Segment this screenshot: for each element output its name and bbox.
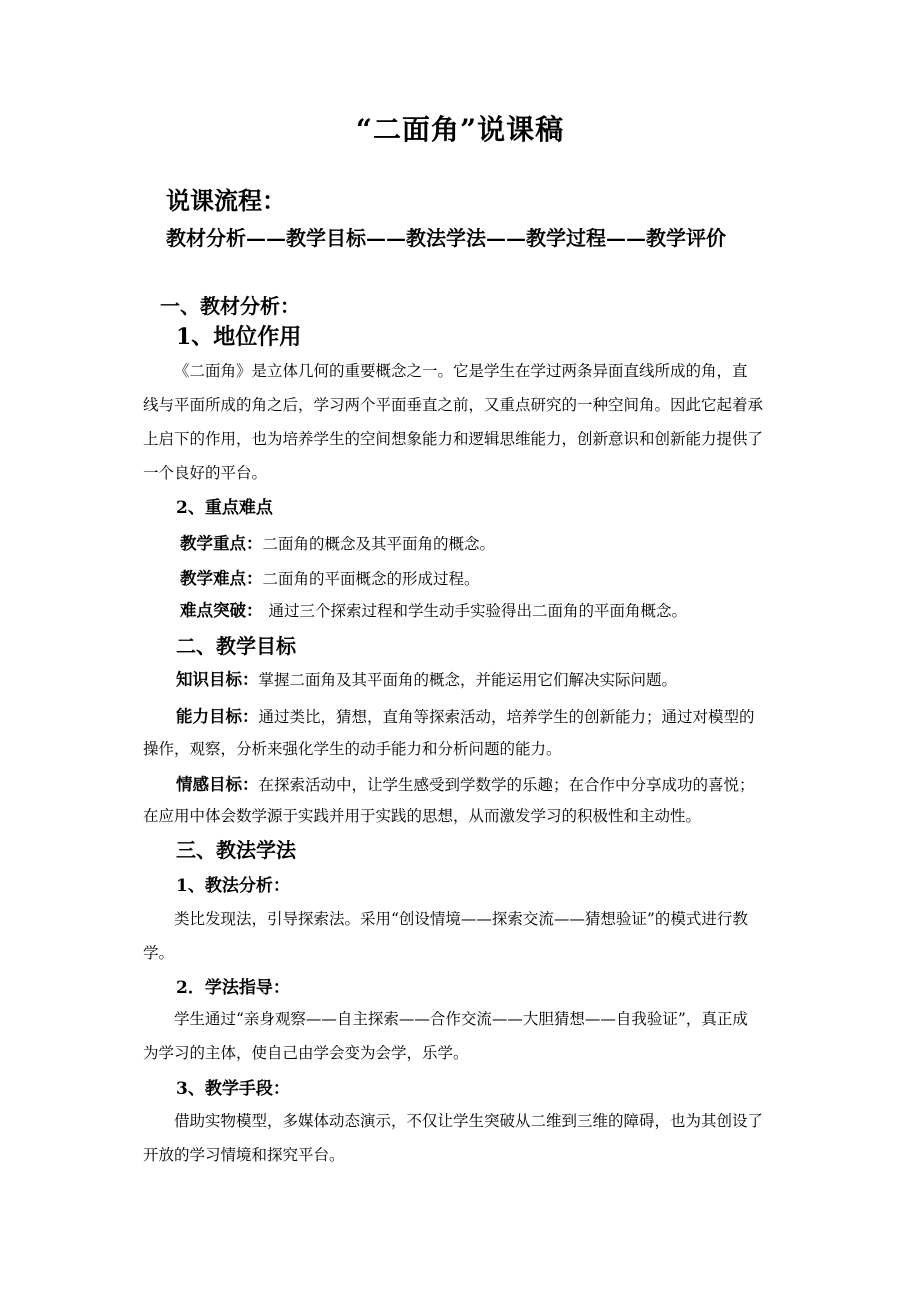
paragraph-line: 学生通过“亲身观察——自主探索——合作交流——大胆猜想——自我验证”，真正成 xyxy=(174,1010,748,1028)
goal-label: 情感目标： xyxy=(176,775,259,794)
paragraph-line: 一个良好的平台。 xyxy=(143,464,268,482)
goal-text: 掌握二面角及其平面角的概念，并能运用它们解决实际问题。 xyxy=(258,671,678,689)
flow-line: 教材分析——教学目标——教法学法——教学过程——教学评价 xyxy=(166,226,726,250)
item-label: 教学难点： xyxy=(180,569,263,588)
section1-sub2-heading: 2、重点难点 xyxy=(176,498,273,518)
section1-sub1-paragraph xyxy=(143,354,783,490)
section1-heading: 一、教材分析： xyxy=(160,294,300,318)
section1-sub1-heading: 1、地位作用 xyxy=(176,324,302,350)
flow-heading: 说课流程： xyxy=(166,186,286,215)
paragraph-line: 上启下的作用，也为培养学生的空间想象能力和逻辑思维能力，创新意识和创新能力提供了 xyxy=(143,430,764,448)
paragraph-line: 借助实物模型，多媒体动态演示，不仅让学生突破从二维到三维的障碍，也为其创设了 xyxy=(174,1112,764,1130)
section3-heading: 三、教法学法 xyxy=(176,838,296,862)
paragraph-line: 线与平面所成的角之后，学习两个平面垂直之前，又重点研究的一种空间角。因此它起着承 xyxy=(143,396,764,414)
ability-goal xyxy=(176,703,755,727)
paragraph-line: 为学习的主体，使自己由学会变为会学，乐学。 xyxy=(143,1044,469,1062)
document-title: “二面角”说课稿 xyxy=(355,113,565,146)
item-text: 通过三个探索过程和学生动手实验得出二面角的平面角概念。 xyxy=(268,602,688,620)
breakthrough-item xyxy=(180,597,687,621)
item-text: 二面角的平面概念的形成过程。 xyxy=(262,570,480,588)
ability-goal-continued: 操作，观察，分析来强化学生的动手能力和分析问题的能力。 xyxy=(143,740,562,758)
section2-heading: 二、教学目标 xyxy=(176,634,296,658)
section3-sub3-paragraph xyxy=(143,1104,783,1172)
goal-label: 知识目标： xyxy=(176,670,259,689)
section3-sub2-paragraph xyxy=(143,1002,783,1070)
knowledge-goal xyxy=(176,666,677,690)
paragraph-line: 学。 xyxy=(143,944,175,962)
section3-sub3-heading: 3、教学手段： xyxy=(176,1079,290,1099)
item-text: 二面角的概念及其平面角的概念。 xyxy=(262,535,496,553)
item-label: 难点突破： xyxy=(180,601,263,620)
difficult-point-item xyxy=(180,565,480,589)
goal-text: 在探索活动中，让学生感受到学数学的乐趣；在合作中分享成功的喜悦； xyxy=(258,776,755,794)
emotion-goal-continued: 在应用中体会数学源于实践并用于实践的思想，从而激发学习的积极性和主动性。 xyxy=(143,807,702,825)
paragraph-line: 开放的学习情境和探究平台。 xyxy=(143,1146,345,1164)
emotion-goal xyxy=(176,771,755,795)
section3-sub1-heading: 1、教法分析： xyxy=(176,876,290,896)
section3-sub2-heading: 2．学法指导： xyxy=(176,978,290,998)
goal-text: 通过类比，猜想，直角等探索活动，培养学生的创新能力；通过对模型的 xyxy=(258,708,755,726)
paragraph-line: 《二面角》是立体几何的重要概念之一。它是学生在学过两条异面直线所成的角，直 xyxy=(174,362,748,380)
goal-label: 能力目标： xyxy=(176,707,259,726)
section3-sub1-paragraph xyxy=(143,902,783,970)
item-label: 教学重点： xyxy=(180,534,263,553)
paragraph-line: 类比发现法，引导探索法。采用“创设情境——探索交流——猜想验证”的模式进行教 xyxy=(174,910,748,928)
key-point-item xyxy=(180,530,495,554)
